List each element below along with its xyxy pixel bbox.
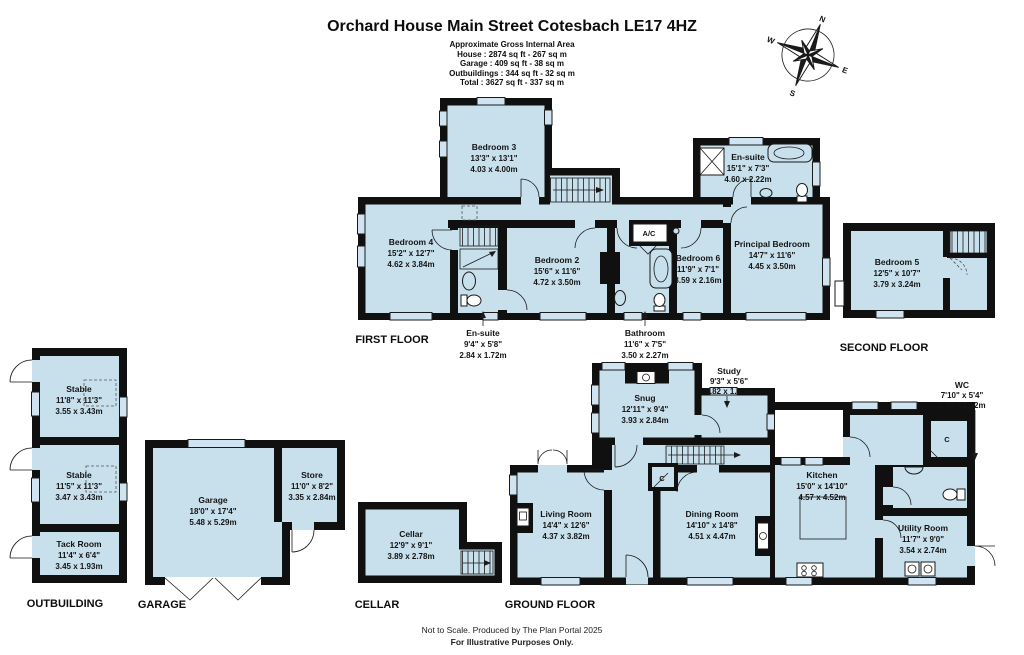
room-dim-m: 3.50 x 2.27m [621, 351, 669, 360]
room-name: Bedroom 6 [675, 253, 721, 263]
floor-label-ground: GROUND FLOOR [504, 599, 596, 611]
room-dim-m: 3.59 x 2.16m [674, 276, 722, 285]
room-dim-ft: 13'3" x 13'1" [470, 154, 518, 163]
room-name: Stable [66, 470, 92, 480]
room-dim-ft: 12'5" x 10'7" [873, 269, 921, 278]
floor-label-outbuilding: OUTBUILDING [26, 598, 104, 610]
compass-n-label: N [818, 14, 827, 25]
room-name: En-suite [466, 328, 500, 338]
bathtub-icon [650, 249, 672, 288]
room-dim-m: 4.60 x 2.22m [724, 175, 772, 184]
room-dim-ft: 15'2" x 12'7" [387, 249, 435, 258]
room-name: Bathroom [624, 328, 666, 338]
sink-icon [673, 228, 679, 234]
room-dim-m: 4.37 x 3.82m [542, 532, 590, 541]
toilet-icon [461, 295, 481, 306]
room-dim-ft: 15'1" x 7'3" [726, 164, 770, 173]
cellar-plan [355, 502, 502, 611]
fireplace-icon [755, 516, 771, 556]
shower-icon [700, 148, 724, 175]
fireplace-icon [513, 503, 533, 533]
room-dim-ft: 15'0" x 14'10" [796, 482, 848, 491]
room-name: En-suite [731, 152, 765, 162]
page-title: Orchard House Main Street Cotesbach LE17 4HZ [327, 18, 697, 35]
compass-w-label: W [765, 34, 776, 47]
room-name: Bedroom 5 [874, 257, 920, 267]
room-dim-ft: 7'10" x 5'4" [940, 391, 984, 400]
room-dim-ft: 11'0" x 8'2" [290, 482, 334, 491]
room-dim-m: 5.48 x 5.29m [189, 518, 237, 527]
room-dim-ft: 14'4" x 12'6" [542, 521, 590, 530]
room-dim-m: 3.93 x 2.84m [621, 416, 669, 425]
bathtub-icon [768, 144, 812, 162]
sink-icon [463, 272, 476, 290]
dryer-icon [921, 562, 935, 576]
window [188, 440, 245, 448]
floor-label-garage: GARAGE [137, 599, 187, 611]
washer-icon [905, 562, 919, 576]
outbuilding-door-arcs [10, 360, 32, 558]
room-name: Garage [198, 495, 228, 505]
room-name-ac: A/C [642, 229, 656, 238]
room-name: Tack Room [56, 539, 102, 549]
room-dim-ft: 11'5" x 11'3" [55, 482, 103, 491]
room-dim-m: 2.38 x 1.62m [938, 401, 986, 410]
room-dim-m: 3.79 x 3.24m [873, 280, 921, 289]
toilet-icon [797, 184, 808, 203]
room-dim-ft: 12'9" x 9'1" [389, 541, 433, 550]
room-dim-ft: 18'0" x 17'4" [189, 507, 237, 516]
room-name: Snug [634, 393, 656, 403]
room-name: Study [717, 366, 741, 376]
room-name: Dining Room [685, 509, 739, 519]
second-floor-plan [835, 223, 995, 354]
room-dim-m: 3.47 x 3.43m [55, 493, 103, 502]
floor-label-second: SECOND FLOOR [839, 342, 929, 354]
room-name: Stable [66, 384, 92, 394]
window-bay [835, 281, 844, 306]
outbuilding-plan [10, 348, 127, 610]
area-line: Outbuildings : 344 sq ft - 32 sq m [449, 68, 575, 78]
room-dim-ft: 9'4" x 5'8" [463, 340, 503, 349]
floor-label-cellar: CELLAR [354, 599, 400, 611]
cupboard-label: C [659, 474, 665, 483]
room-name: Bedroom 2 [534, 255, 580, 265]
toilet-icon [943, 489, 965, 500]
room-name: Living Room [540, 509, 592, 519]
room-dim-m: 2.84 x 1.72m [459, 351, 507, 360]
first-floor-plan [355, 98, 830, 361]
room-dim-ft: 11'9" x 7'1" [676, 265, 720, 274]
compass-rose [750, 0, 864, 114]
toilet-icon [654, 294, 665, 312]
footer-illustrative: For Illustrative Purposes Only. [450, 637, 574, 647]
footer-disclaimer: Not to Scale. Produced by The Plan Portal 2025 [421, 625, 603, 635]
room-dim-ft: 11'8" x 11'3" [55, 396, 103, 405]
staircase-small [460, 226, 498, 246]
room-dim-m: 4.57 x 4.52m [798, 493, 846, 502]
room-dim-m: 3.54 x 2.74m [899, 546, 947, 555]
wood-burner-icon [625, 371, 669, 384]
room-dim-m: 4.45 x 3.50m [748, 262, 796, 271]
sink-icon [615, 291, 626, 306]
room-dim-m: 4.62 x 3.84m [387, 260, 435, 269]
room-dim-ft: 9'3" x 5'6" [709, 377, 749, 386]
area-line: House : 2874 sq ft - 267 sq m [457, 49, 567, 59]
cupboard-label: C [944, 435, 950, 444]
room-dim-m: 3.35 x 2.84m [288, 493, 336, 502]
cooker-icon [797, 563, 823, 577]
room-dim-m: 3.55 x 3.43m [55, 407, 103, 416]
room-dim-ft: 14'7" x 11'6" [748, 251, 796, 260]
room-name: Principal Bedroom [734, 239, 810, 249]
room-name: WC [954, 380, 970, 390]
floor-label-first: FIRST FLOOR [355, 334, 429, 346]
room-dim-m: 2.82 x 1.68m [705, 387, 753, 396]
room-dim-m: 4.51 x 4.47m [688, 532, 736, 541]
compass-e-label: E [840, 65, 850, 76]
area-line: Approximate Gross Internal Area [449, 40, 575, 49]
store-door-arc [292, 530, 314, 552]
room-name: Utility Room [897, 523, 949, 533]
garage-plan [138, 440, 345, 612]
room-dim-m: 4.72 x 3.50m [533, 278, 581, 287]
room-name: Kitchen [806, 470, 838, 480]
ground-floor-plan [505, 363, 995, 612]
room-dim-ft: 14'10" x 14'8" [686, 521, 738, 530]
room-dim-ft: 15'6" x 11'6" [533, 267, 581, 276]
area-line: Total : 3627 sq ft - 337 sq m [460, 78, 564, 87]
sink-icon [760, 189, 772, 198]
room-dim-m: 4.03 x 4.00m [470, 165, 518, 174]
room-dim-ft: 11'4" x 6'4" [57, 551, 101, 560]
room-dim-ft: 11'6" x 7'5" [623, 340, 667, 349]
area-line: Garage : 409 sq ft - 38 sq m [459, 59, 565, 68]
room-dim-m: 3.45 x 1.93m [55, 562, 103, 571]
room-dim-m: 3.89 x 2.78m [387, 552, 435, 561]
room-name: Store [301, 470, 323, 480]
room-name: Bedroom 3 [471, 142, 517, 152]
compass-s-label: S [788, 88, 797, 99]
room-dim-ft: 11'7" x 9'0" [901, 535, 945, 544]
window [876, 311, 904, 319]
room-name: Bedroom 4 [388, 237, 434, 247]
room-dim-ft: 12'11" x 9'4" [621, 405, 669, 414]
room-name: Cellar [399, 529, 423, 539]
staircase [950, 231, 987, 253]
